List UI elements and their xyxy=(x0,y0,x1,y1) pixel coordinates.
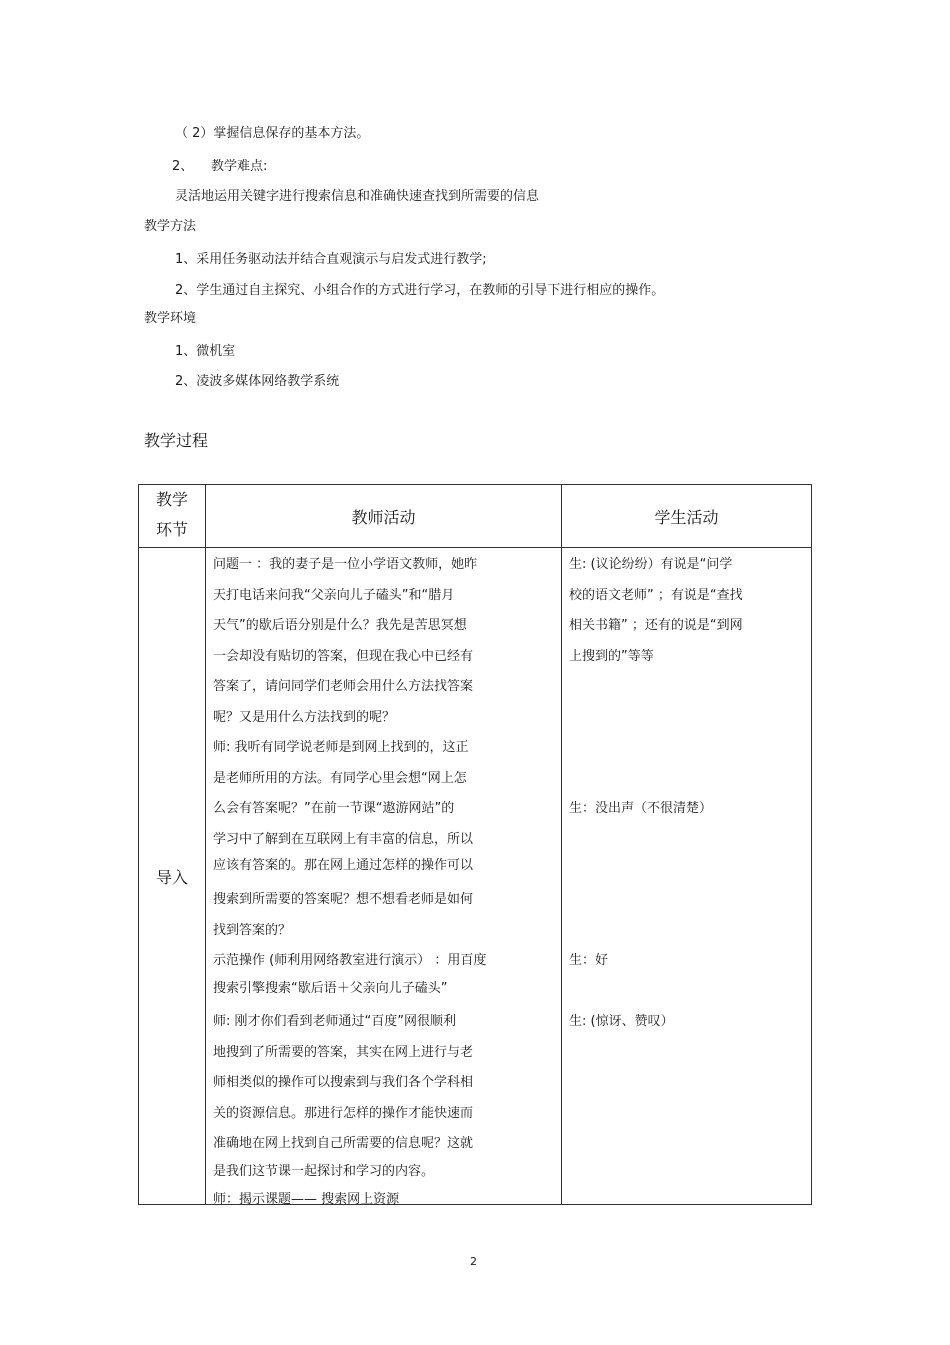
teacher-line: 准确地在网上找到自己所需要的信息呢？这就 xyxy=(213,1136,474,1151)
student-line: 生：没出声（不很清楚） xyxy=(569,801,713,816)
method-item-1: 1、采用任务驱动法并结合直观演示与启发式进行教学; xyxy=(175,252,487,267)
teacher-line: 是我们这节课一起探讨和学习的内容。 xyxy=(213,1164,435,1179)
teacher-line: 关的资源信息。那进行怎样的操作才能快速而 xyxy=(213,1106,474,1121)
stage-cell: 导入 xyxy=(139,548,206,1205)
page-number: 2 xyxy=(470,1255,477,1268)
teacher-line: 学习中了解到在互联网上有丰富的信息，所以 xyxy=(213,832,474,847)
teacher-line: 搜索引擎搜索“歇后语＋父亲向儿子磕头” xyxy=(213,981,448,996)
teacher-line: 天打电话来问我“父亲向儿子磕头”和“腊月 xyxy=(213,588,455,603)
student-activity-header: 学生活动 xyxy=(562,485,812,548)
student-line: 生: (惊讶、赞叹） xyxy=(569,1014,674,1029)
student-line: 相关书籍” ；还有的说是“到网 xyxy=(569,618,743,633)
table-row xyxy=(139,548,812,1205)
teacher-line: 天气”的歇后语分别是什么？我先是苦思冥想 xyxy=(213,618,467,633)
teacher-line: 地搜到了所需要的答案，其实在网上进行与老 xyxy=(213,1045,474,1060)
environment-item-2: 2、凌波多媒体网络教学系统 xyxy=(175,374,340,389)
environment-heading: 教学环境 xyxy=(144,311,197,326)
student-line: 校的语文老师” ；有说是“查找 xyxy=(569,588,743,603)
stage-header-line1: 教学 xyxy=(155,490,188,509)
teacher-line: 应该有答案的。那在网上通过怎样的操作可以 xyxy=(213,858,474,873)
environment-item-1: 1、微机室 xyxy=(175,344,236,359)
objective-item-2: （ 2）掌握信息保存的基本方法。 xyxy=(175,126,370,141)
teacher-line: 找到答案的？ xyxy=(213,923,292,938)
student-activity-cell xyxy=(562,548,812,1205)
teacher-activity-cell xyxy=(206,548,562,1205)
teacher-activity-header: 教师活动 xyxy=(206,485,562,548)
difficulty-label: 教学难点: xyxy=(211,159,268,174)
teacher-line: 答案了，请问同学们老师会用什么方法找答案 xyxy=(213,679,474,694)
teacher-line: 呢？又是用什么方法找到的呢？ xyxy=(213,710,396,725)
lesson-process-table xyxy=(138,484,812,1205)
student-line: 上搜到的”等等 xyxy=(569,649,654,664)
teacher-line: 师相类似的操作可以搜索到与我们各个学科相 xyxy=(213,1075,474,1090)
stage-header-line2: 环节 xyxy=(155,520,188,539)
teacher-line: 一会却没有贴切的答案，但现在我心中已经有 xyxy=(213,649,474,664)
method-heading: 教学方法 xyxy=(144,219,197,234)
student-line: 生：好 xyxy=(569,953,609,968)
difficulty-text: 灵活地运用关键字进行搜索信息和准确快速查找到所需要的信息 xyxy=(175,189,540,204)
teacher-line: 师：揭示课题—— 搜索网上资源 xyxy=(213,1192,400,1207)
teacher-line: 示范操作 (师利用网络教室进行演示） ：用百度 xyxy=(213,953,487,968)
teacher-line: 是老师所用的方法。有同学心里会想“网上怎 xyxy=(213,771,467,786)
teacher-line: 搜索到所需要的答案呢？想不想看老师是如何 xyxy=(213,892,474,907)
stage-header-cell xyxy=(139,485,206,548)
student-line: 生: (议论纷纷）有说是“问学 xyxy=(569,557,733,572)
teacher-line: 师: 我听有同学说老师是到网上找到的，这正 xyxy=(213,740,469,755)
process-heading: 教学过程 xyxy=(144,431,209,450)
difficulty-number: 2、 xyxy=(172,159,194,174)
teacher-line: 问题一 ：我的妻子是一位小学语文教师，她昨 xyxy=(213,557,478,572)
teacher-line: 师: 刚才你们看到老师通过“百度”网很顺利 xyxy=(213,1014,456,1029)
table-header-row xyxy=(139,485,812,548)
method-item-2: 2、学生通过自主探究、小组合作的方式进行学习，在教师的引导下进行相应的操作。 xyxy=(175,283,665,298)
teacher-line: 么会有答案呢？”在前一节课“遨游网站”的 xyxy=(213,801,455,816)
